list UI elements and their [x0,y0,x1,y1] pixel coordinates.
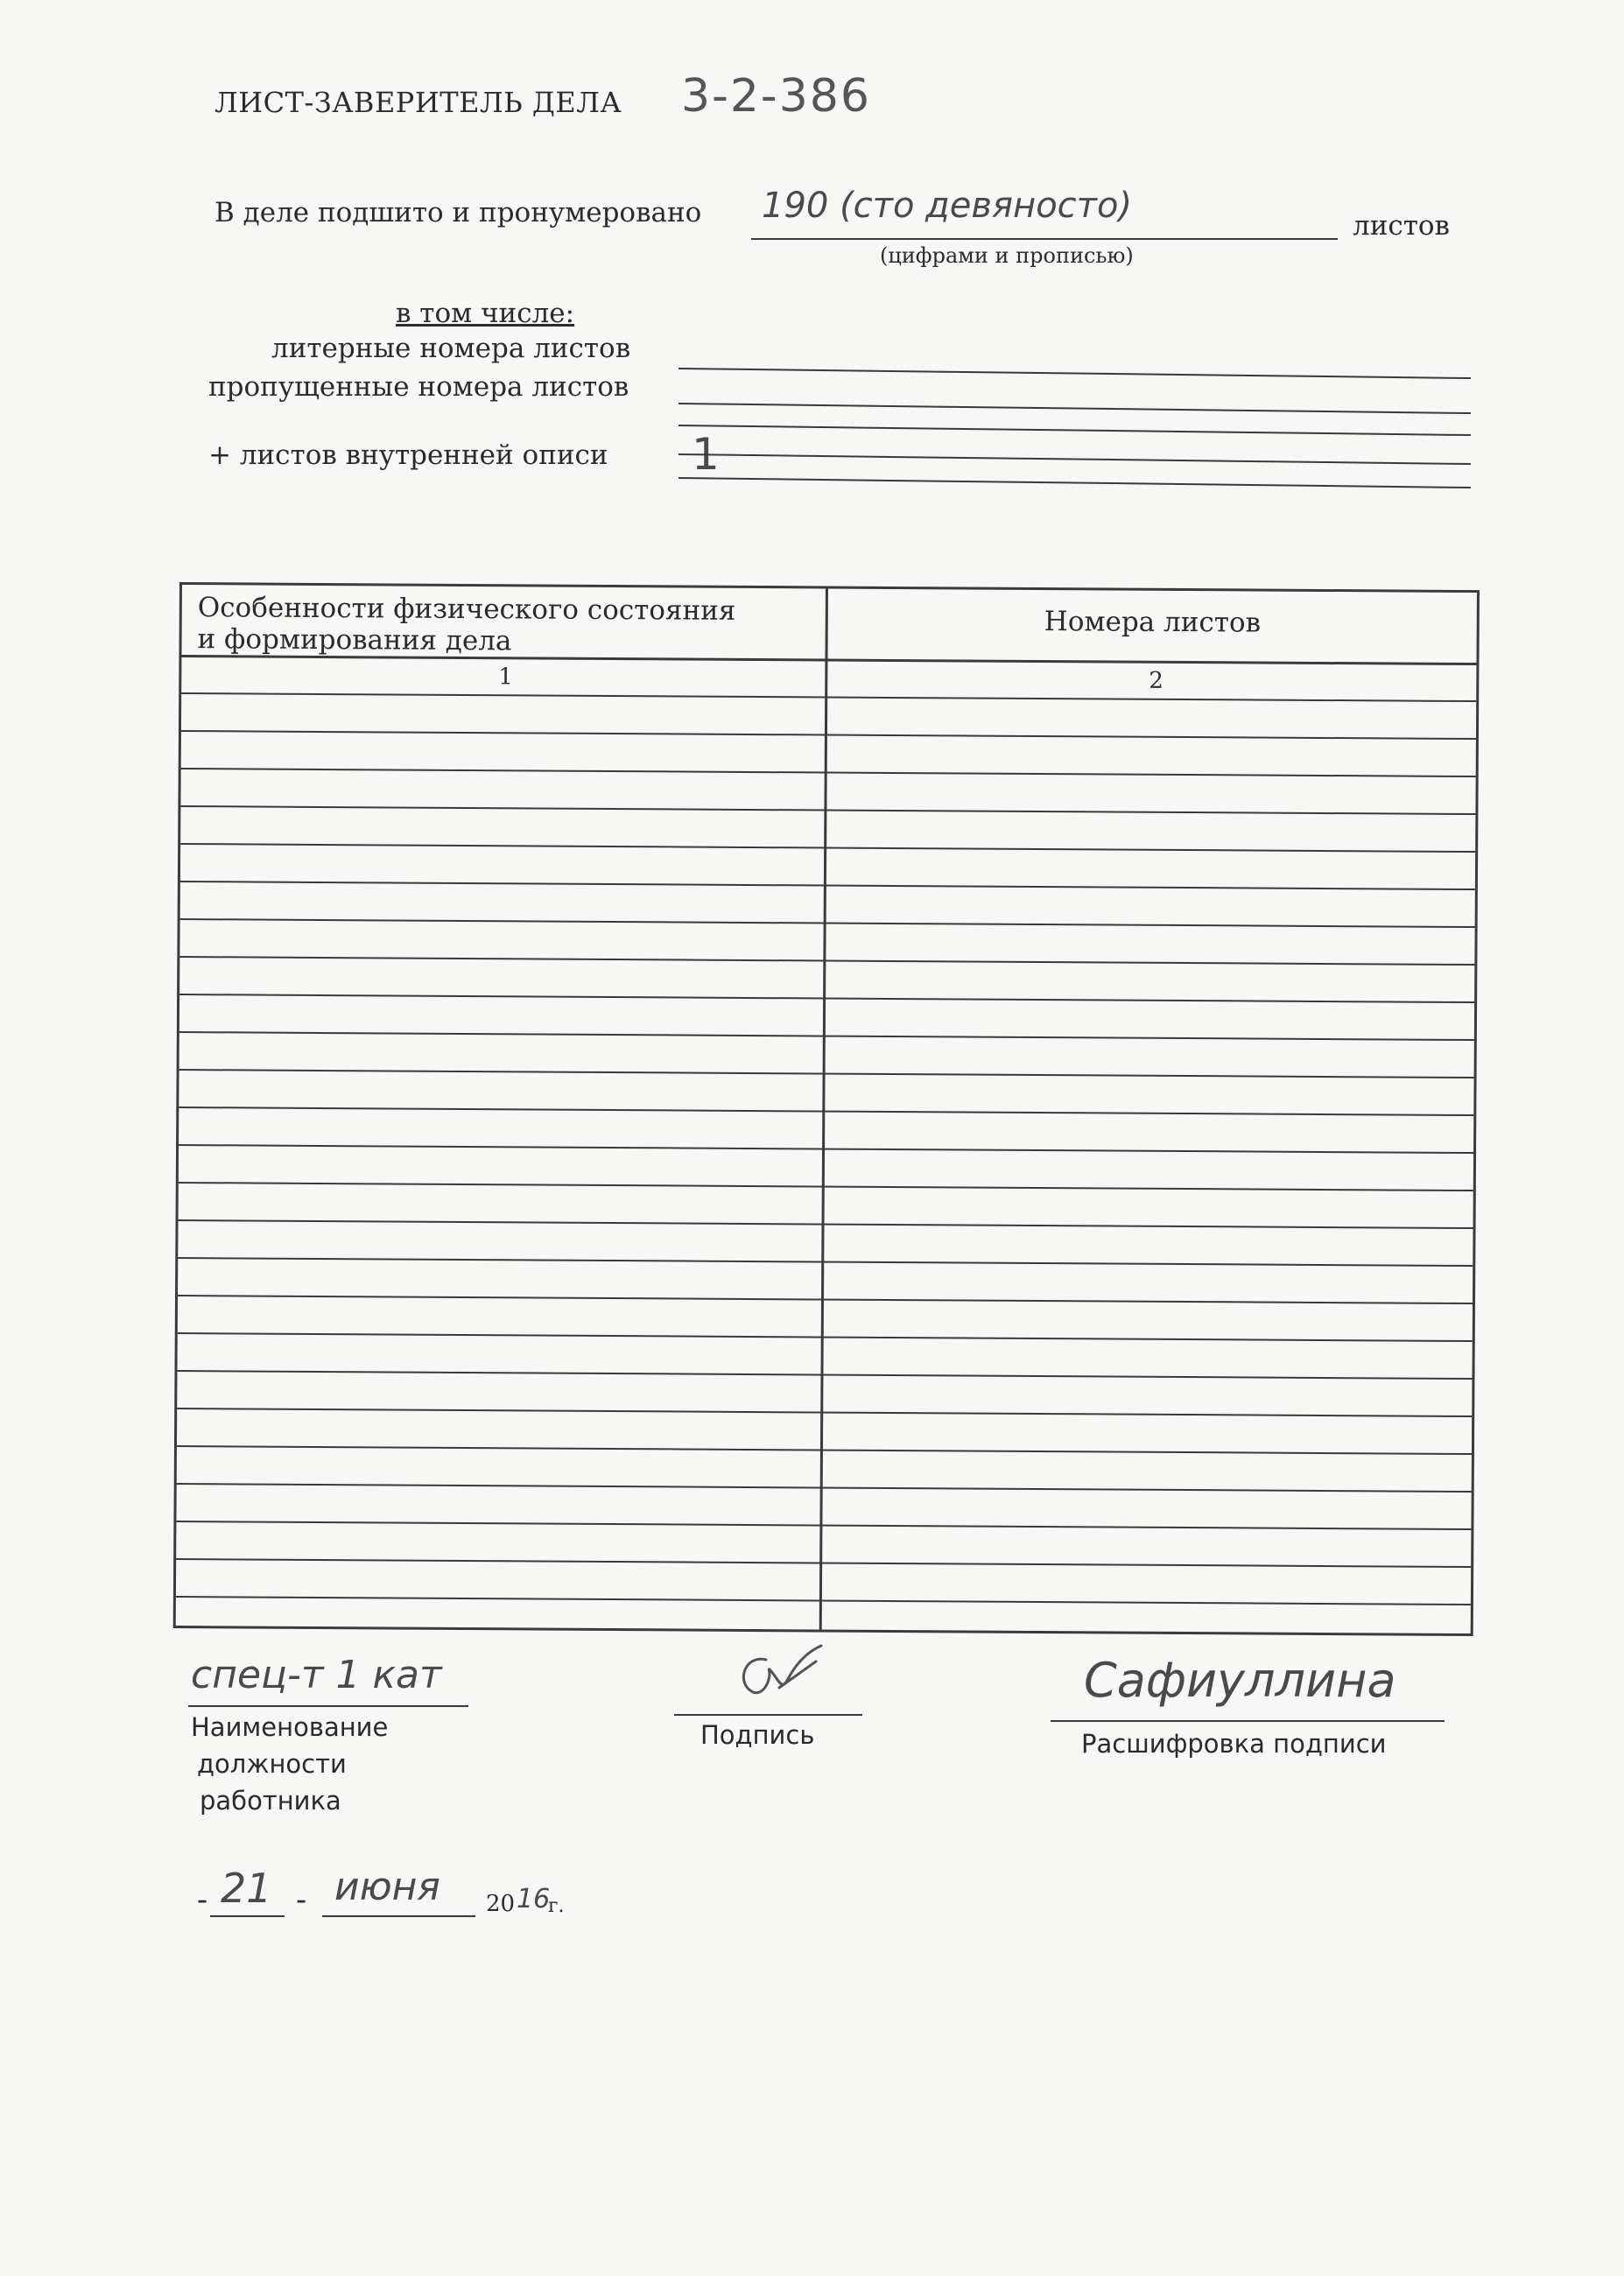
date-day: 21 [221,1865,272,1912]
sheets-prefix: В деле подшито и пронумеровано [214,197,702,228]
table-row-rule [181,692,1476,702]
table-row-rule [176,1558,1471,1568]
table-col1-header [197,592,735,658]
table-row-rule [177,1445,1472,1455]
decode-value: Сафиуллина [1084,1653,1396,1708]
sheets-count-line [751,238,1338,240]
signature-mark [718,1644,832,1710]
position-value: спец-т 1 кат [191,1653,442,1697]
decode-line [1051,1720,1445,1722]
date-day-line [210,1915,285,1917]
sheets-count-value: 190 (сто девяносто) [762,186,1133,226]
inventory-label: + листов внутренней описи [208,439,608,471]
table-row-rule [180,881,1475,890]
date-year-suffix: 16 [517,1884,551,1914]
date-year-prefix: 20 [486,1891,516,1917]
missing-numbers-line [678,403,1471,414]
date-open-quote: - [197,1882,208,1918]
table-row-rule [179,1069,1474,1078]
sheets-suffix: листов [1353,210,1450,242]
table-col2-number: 2 [1149,667,1164,694]
table-row-rule [180,805,1475,815]
letter-numbers-line [678,368,1471,379]
table-column-divider [819,589,828,1630]
inventory-line [678,453,1471,465]
missing-numbers-label: пропущенные номера листов [208,371,629,403]
table-col1-header-line1: Особенности физического состояния [197,592,736,627]
condition-table [173,582,1480,1636]
table-row-rule [179,956,1474,966]
table-col2-header: Номера листов [1044,606,1262,639]
table-row-rule [181,730,1476,740]
table-row-rule [178,1295,1473,1304]
table-row-rule [179,1106,1473,1116]
table-rules [182,585,1477,593]
table-row-rule [180,918,1475,928]
table-header-rule [181,655,1476,665]
signature-line [674,1714,862,1716]
decode-label: Расшифровка подписи [1081,1729,1387,1759]
date-month: июня [334,1865,440,1909]
letter-numbers-label: литерные номера листов [271,333,631,364]
position-label-line1: Наименование [191,1712,389,1742]
table-row-rule [179,1031,1474,1041]
position-label-line2: должности [197,1749,347,1779]
table-row-rule [181,768,1476,777]
date-close-quote: - [296,1882,307,1918]
inventory-line-2 [678,477,1471,488]
table-row-rule [177,1408,1472,1417]
including-label: в том числе: [396,298,575,329]
position-label-line3: работника [200,1786,341,1816]
inventory-value: 1 [692,429,720,480]
table-row-rule [177,1370,1472,1380]
missing-numbers-line-2 [678,425,1471,436]
case-number: 3-2-386 [681,70,871,123]
date-month-line [322,1915,475,1917]
position-line [188,1705,468,1707]
table-row-rule [179,1144,1473,1154]
table-row-rule [179,1182,1473,1191]
signature-label: Подпись [700,1720,815,1750]
table-row-rule [179,1219,1473,1229]
table-row-rule [177,1483,1472,1493]
document-title: ЛИСТ-ЗАВЕРИТЕЛЬ ДЕЛА [214,86,622,119]
table-row-rule [178,1257,1473,1267]
table-row-rule [179,994,1474,1003]
table-row-rule [178,1332,1473,1342]
sheets-hint: (цифрами и прописью) [880,243,1134,268]
table-row-rule [180,843,1475,853]
date-year-unit: г. [548,1895,565,1917]
table-row-rule [176,1596,1471,1605]
table-col1-header-line2: и формирования дела [197,623,512,657]
table-row-rule [176,1521,1471,1530]
table-col1-number: 1 [498,664,513,691]
